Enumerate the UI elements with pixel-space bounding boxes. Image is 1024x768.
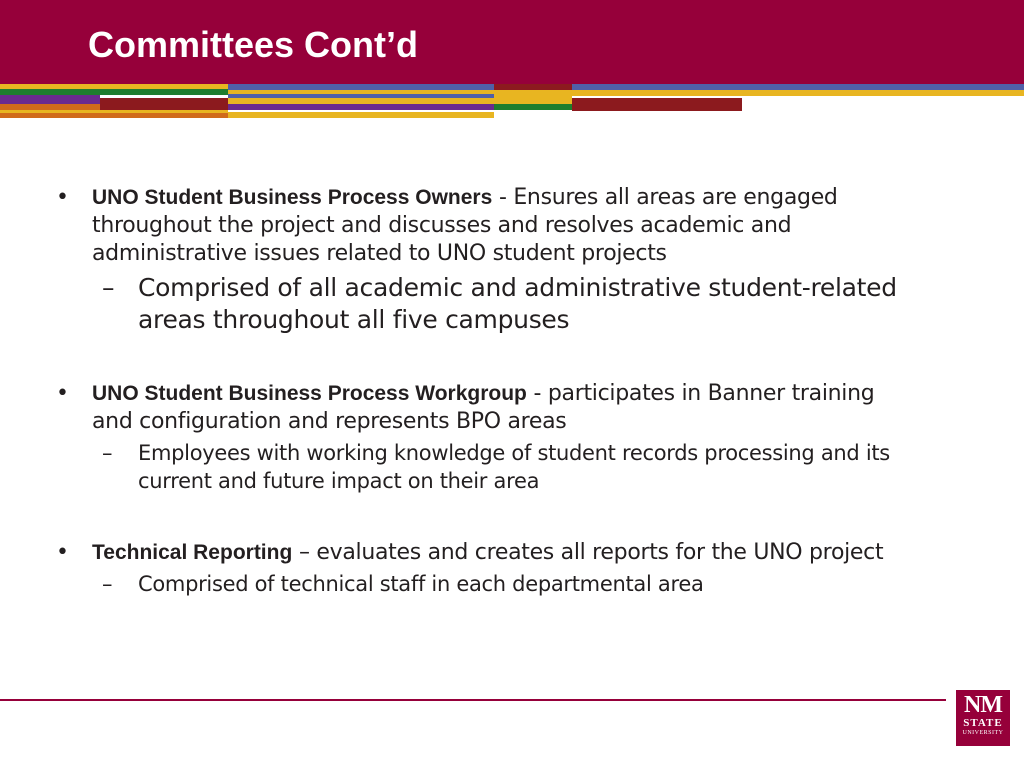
stripe-green-center	[494, 104, 572, 110]
sub-item-text: Comprised of technical staff in each departmental area	[138, 572, 704, 596]
item-text: – evaluates and creates all reports for the UNO project	[292, 540, 884, 565]
item-heading: UNO Student Business Process Workgroup	[92, 382, 527, 405]
stripe-gold-mid-3	[228, 112, 494, 118]
item-text: - Ensures all areas are engaged throughout the project and discusses and resolves academic and administrative issues related to UNO student projects	[92, 185, 838, 266]
stripe-darkred-right	[572, 98, 742, 111]
dash-icon: –	[102, 441, 113, 465]
dash-icon: –	[102, 572, 113, 596]
stripe-purple-mid	[228, 104, 494, 110]
bullet-icon: •	[56, 381, 69, 406]
nmsu-logo	[956, 690, 1010, 746]
stripe-gold-right	[572, 90, 1024, 96]
dash-icon: –	[102, 273, 115, 302]
bullet-list	[56, 184, 916, 598]
item-heading: Technical Reporting	[92, 541, 293, 564]
stripe-gold-center	[494, 90, 572, 104]
sub-item	[56, 439, 916, 495]
sub-item-text: Employees with working knowledge of student records processing and its current and future impact on their area	[138, 441, 890, 493]
stripe-orange-left-2	[0, 113, 228, 118]
stripe-darkred-left	[100, 98, 228, 110]
sub-item	[56, 272, 916, 336]
list-item	[56, 184, 916, 268]
title-bar	[0, 0, 1024, 84]
list-item	[56, 380, 916, 436]
logo-state: STATE	[963, 717, 1003, 729]
logo-nm: NM	[964, 692, 1002, 718]
bullet-icon: •	[56, 185, 69, 210]
list-item	[56, 539, 916, 567]
logo-university: UNIVERSITY	[962, 730, 1004, 736]
sub-item-text: Comprised of all academic and administrative student-related areas throughout all five campuses	[138, 273, 897, 334]
slide-title: Committees Cont’d	[88, 24, 419, 65]
sub-item	[56, 570, 916, 598]
item-heading: UNO Student Business Process Owners	[92, 186, 493, 209]
item-text: - participates in Banner training and configuration and represents BPO areas	[92, 381, 875, 434]
bullet-icon: •	[56, 540, 69, 565]
stripe-purple-left	[0, 95, 100, 104]
footer-divider	[0, 699, 946, 701]
